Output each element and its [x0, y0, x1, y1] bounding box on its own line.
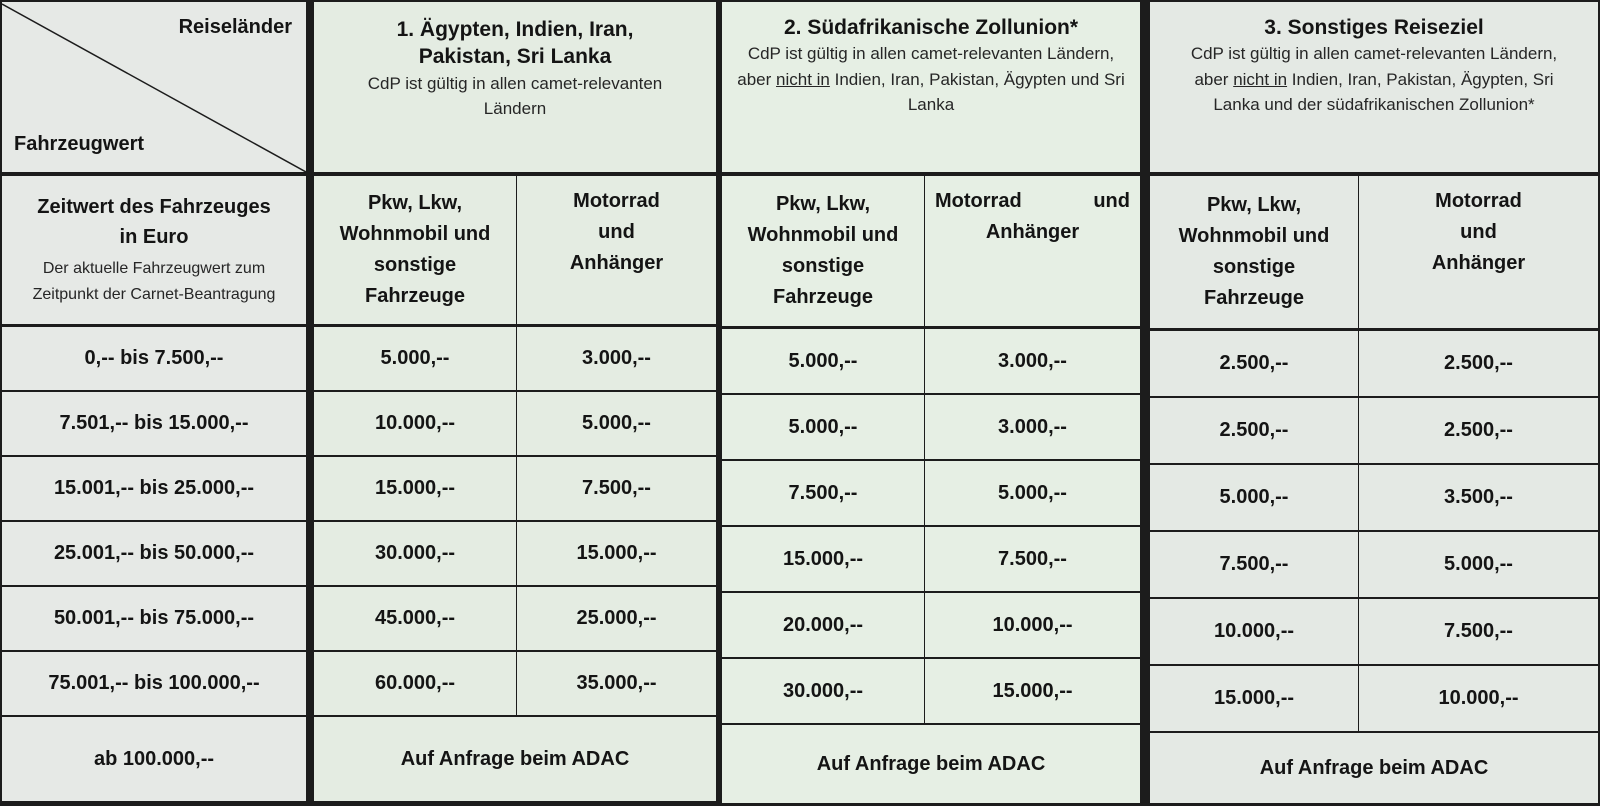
- cell-value: 15.000,--: [992, 679, 1073, 702]
- table-cell: [925, 659, 1140, 723]
- cell-value: 10.000,--: [374, 412, 456, 434]
- table-cell: [517, 327, 716, 390]
- request-cell-g2: [722, 725, 1140, 803]
- value-header-subtitle: Der aktuelle Fahrzeugwert zum Zeitpunkt der Carnet-Beantragung: [32, 260, 276, 303]
- table-cell: [925, 395, 1140, 459]
- range-label: 7.501,-- bis 15.000,--: [59, 412, 249, 434]
- cell-value: 45.000,--: [374, 607, 456, 629]
- cell-value: 5.000,--: [788, 349, 858, 372]
- cell-value: 2.500,--: [1444, 352, 1513, 374]
- cell-value: 2.500,--: [1219, 419, 1289, 441]
- cell-value: 5.000,--: [582, 412, 651, 434]
- group-2-subtitle-pre: CdP ist gültig in allen camet-relevanten Ländern, aber: [737, 44, 1115, 89]
- group-1-subtitle: CdP ist gültig in allen camet-relevanten Ländern: [367, 73, 663, 119]
- group-2-subtitle: [736, 41, 1126, 118]
- cell-value: 10.000,--: [992, 613, 1073, 636]
- group-1-title-line1: 1. Ägypten, Indien, Iran,: [396, 18, 634, 41]
- col-head-g1-car: [314, 176, 516, 324]
- group-3-subtitle-pre: CdP ist gültig in allen camet-relevanten Ländern, aber: [1190, 44, 1558, 89]
- group-header-1: [314, 2, 716, 172]
- table-row-range: [2, 392, 306, 455]
- table-cell: [1150, 398, 1358, 463]
- table-cell: [314, 522, 516, 585]
- table-cell: [1150, 532, 1358, 597]
- group-3-subtitle: [1184, 41, 1564, 118]
- range-label: ab 100.000,--: [93, 747, 215, 770]
- col-head-g1-moto: [517, 176, 716, 324]
- cell-value: 15.000,--: [1213, 687, 1295, 709]
- countries-label: Reiseländer: [178, 16, 292, 38]
- group-header-3: [1150, 2, 1598, 172]
- cell-value: 2.500,--: [1444, 419, 1513, 441]
- table-cell: [925, 461, 1140, 525]
- group-2-subtitle-underline: nicht in: [776, 69, 830, 89]
- cell-value: 5.000,--: [1444, 553, 1513, 575]
- group-header-2: [722, 2, 1140, 172]
- group-1-title-line2: Pakistan, Sri Lanka: [418, 45, 612, 69]
- table-cell: [517, 522, 716, 585]
- cell-value: 25.000,--: [576, 607, 657, 629]
- cell-value: 3.000,--: [998, 415, 1067, 438]
- cell-value: 3.500,--: [1444, 486, 1513, 508]
- cell-value: 10.000,--: [1438, 687, 1519, 709]
- table-cell: [314, 392, 516, 455]
- table-cell: [1150, 465, 1358, 530]
- col-head-g2-car: [722, 176, 924, 326]
- group-2-subtitle-post: Indien, Iran, Pakistan, Ägypten und Sri Lanka: [829, 69, 1125, 115]
- col-head-g2-car-label: Pkw, Lkw, Wohnmobil und sonstige Fahrzeuge: [747, 193, 899, 308]
- request-cell-g3: [1150, 733, 1598, 803]
- request-text: Auf Anfrage beim ADAC: [400, 747, 630, 770]
- table-cell: [517, 392, 716, 455]
- table-cell: [1359, 532, 1598, 597]
- table-row-range: [2, 717, 306, 801]
- cell-value: 60.000,--: [374, 672, 456, 694]
- table-cell: [925, 527, 1140, 591]
- table-cell: [925, 593, 1140, 657]
- col-head-g2-moto-line1: [935, 186, 1130, 217]
- cell-value: 5.000,--: [788, 415, 858, 438]
- request-cell-g1: [314, 717, 716, 801]
- range-label: 15.001,-- bis 25.000,--: [53, 477, 255, 499]
- cell-value: 30.000,--: [782, 679, 864, 702]
- cell-value: 5.000,--: [380, 347, 450, 369]
- table-cell: [314, 457, 516, 520]
- table-cell: [722, 527, 924, 591]
- cell-value: 35.000,--: [576, 672, 657, 694]
- cell-value: 3.000,--: [998, 349, 1067, 372]
- cell-value: 3.000,--: [582, 347, 651, 369]
- table-cell: [1359, 465, 1598, 530]
- table-cell: [1150, 331, 1358, 396]
- table-cell: [1359, 398, 1598, 463]
- cell-value: 20.000,--: [782, 613, 864, 636]
- col-head-g3-car: [1150, 176, 1358, 328]
- table-cell: [314, 587, 516, 650]
- table-cell: [1150, 666, 1358, 731]
- table-cell: [722, 329, 924, 393]
- cell-value: 15.000,--: [374, 477, 456, 499]
- value-header-title: Zeitwert des Fahrzeuges in Euro: [37, 196, 271, 249]
- cell-value: 15.000,--: [576, 542, 657, 564]
- table-row-range: [2, 522, 306, 585]
- request-text: Auf Anfrage beim ADAC: [816, 752, 1046, 775]
- cell-value: 2.500,--: [1219, 352, 1289, 374]
- table-cell: [722, 461, 924, 525]
- cell-value: 7.500,--: [582, 477, 651, 499]
- table-cell: [517, 587, 716, 650]
- col-head-g2-moto-word2: und: [1093, 190, 1130, 212]
- corner-header-cell: [2, 2, 306, 172]
- table-row-range: [2, 587, 306, 650]
- cell-value: 30.000,--: [374, 542, 456, 564]
- range-label: 75.001,-- bis 100.000,--: [48, 672, 260, 694]
- range-label: 50.001,-- bis 75.000,--: [53, 607, 255, 629]
- col-head-g2-moto-line2: Anhänger: [985, 221, 1080, 243]
- table-cell: [517, 652, 716, 715]
- table-row-range: [2, 652, 306, 715]
- value-header-cell: [2, 176, 306, 324]
- request-text: Auf Anfrage beim ADAC: [1259, 756, 1489, 779]
- col-head-g1-moto-label: Motorrad und Anhänger: [569, 190, 664, 274]
- cell-value: 5.000,--: [998, 481, 1067, 504]
- table-cell: [1359, 331, 1598, 396]
- table-cell: [1150, 599, 1358, 664]
- cell-value: 10.000,--: [1213, 620, 1295, 642]
- table-row-range: [2, 327, 306, 390]
- table-row-range: [2, 457, 306, 520]
- table-cell: [314, 652, 516, 715]
- group-3-subtitle-post: Indien, Iran, Pakistan, Ägypten, Sri Lanka und der südafrikanischen Zollunion*: [1213, 69, 1554, 115]
- table-cell: [925, 329, 1140, 393]
- table-cell: [517, 457, 716, 520]
- table-cell: [1359, 666, 1598, 731]
- table-cell: [1359, 599, 1598, 664]
- group-3-title: 3. Sonstiges Reiseziel: [1264, 16, 1484, 39]
- col-head-g2-moto: [925, 176, 1140, 326]
- group-2-title: 2. Südafrikanische Zollunion*: [783, 16, 1079, 39]
- cell-value: 7.500,--: [998, 547, 1067, 570]
- vehicle-value-label: Fahrzeugwert: [14, 133, 145, 155]
- range-label: 0,-- bis 7.500,--: [84, 347, 224, 369]
- table-cell: [314, 327, 516, 390]
- cell-value: 7.500,--: [1444, 620, 1513, 642]
- table-cell: [722, 593, 924, 657]
- col-head-g1-car-label: Pkw, Lkw, Wohnmobil und sonstige Fahrzeuge: [339, 192, 491, 307]
- range-label: 25.001,-- bis 50.000,--: [53, 542, 255, 564]
- col-head-g3-moto-label: Motorrad und Anhänger: [1431, 190, 1526, 274]
- cell-value: 7.500,--: [1219, 553, 1289, 575]
- cell-value: 5.000,--: [1219, 486, 1289, 508]
- col-head-g3-moto: [1359, 176, 1598, 328]
- table-cell: [722, 659, 924, 723]
- cell-value: 7.500,--: [788, 481, 858, 504]
- col-head-g2-moto-word1: Motorrad: [935, 190, 1022, 212]
- col-head-g3-car-label: Pkw, Lkw, Wohnmobil und sonstige Fahrzeuge: [1178, 194, 1330, 309]
- table-cell: [722, 395, 924, 459]
- cell-value: 15.000,--: [782, 547, 864, 570]
- group-3-subtitle-underline: nicht in: [1233, 69, 1288, 89]
